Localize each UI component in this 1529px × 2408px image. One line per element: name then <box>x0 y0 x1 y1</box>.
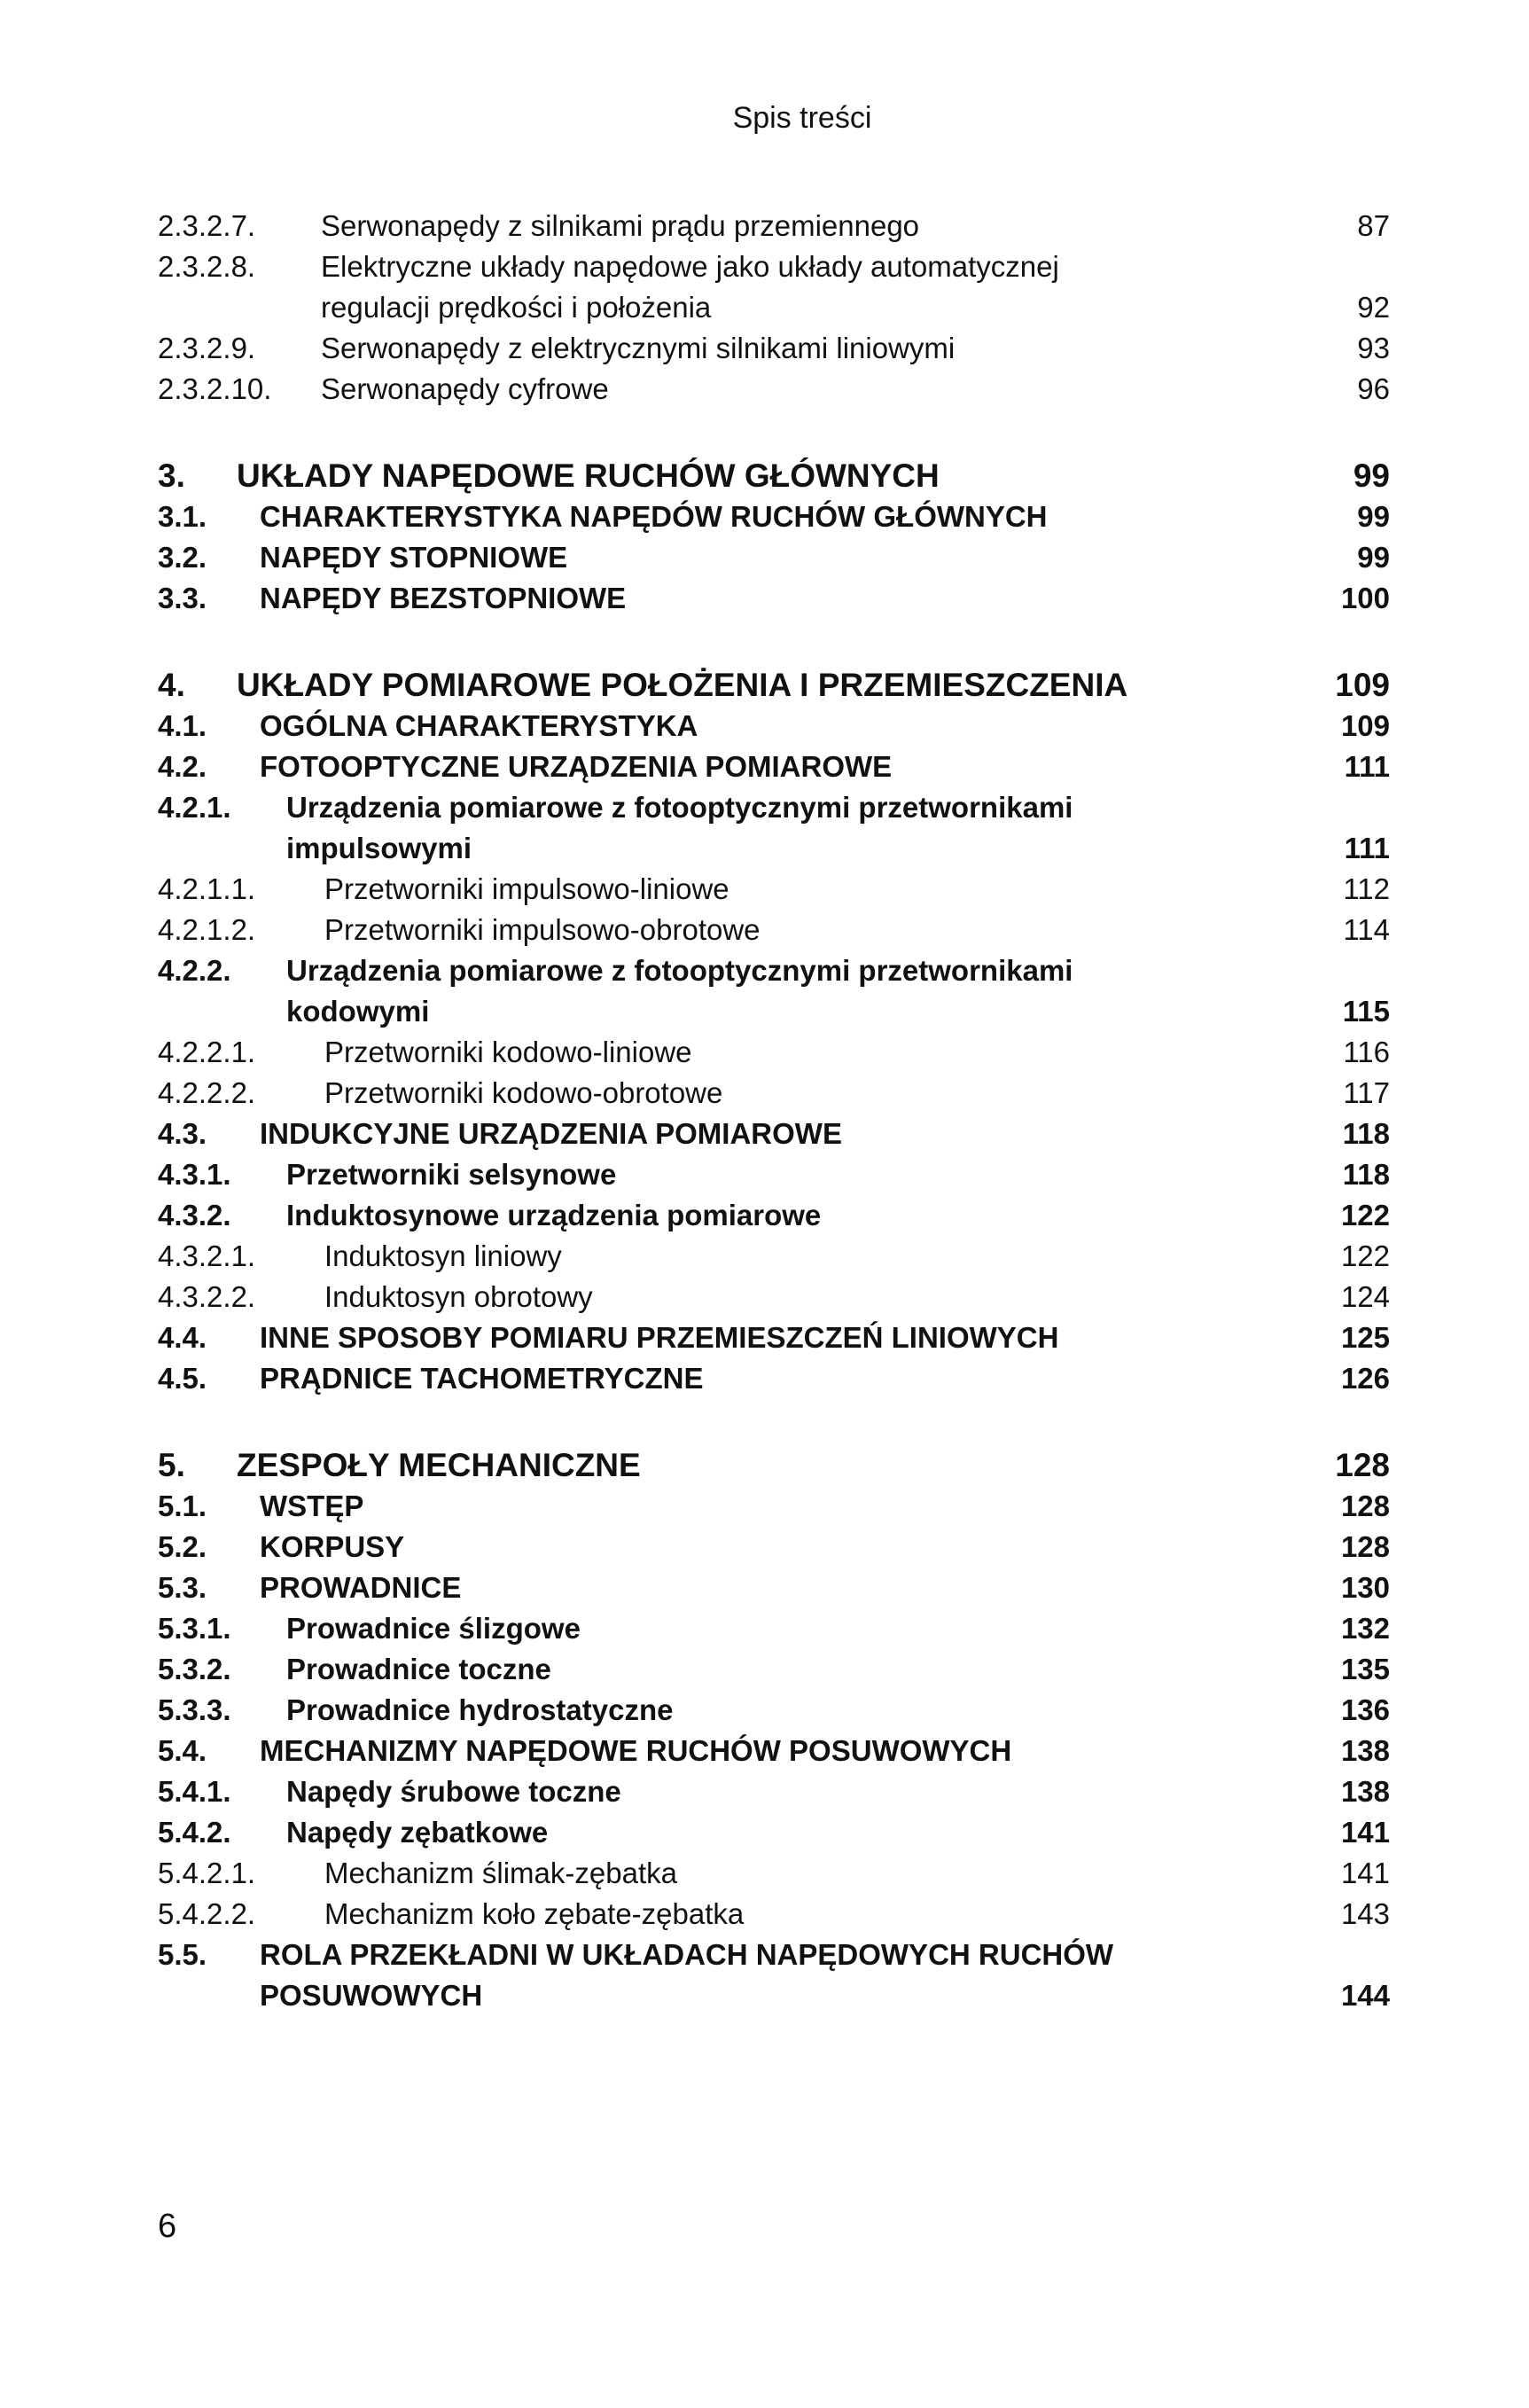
toc-entry <box>158 1608 1390 1649</box>
page-number: 6 <box>158 2208 177 2245</box>
toc-section <box>158 1445 1390 2016</box>
entry-page: 135 <box>1340 1653 1390 1685</box>
entry-page: 99 <box>1357 500 1390 533</box>
table-of-contents <box>158 206 1390 2062</box>
entry-title: ZESPOŁY MECHANICZNE <box>237 1447 641 1483</box>
entry-title: Prowadnice hydrostatyczne <box>286 1693 674 1726</box>
entry-title: Elektryczne układy napędowe jako układy automatycznej <box>321 250 1059 283</box>
running-header: Spis treści <box>732 101 872 135</box>
entry-page: 117 <box>1343 1076 1390 1109</box>
entry-page: 92 <box>1357 291 1390 324</box>
entry-number: 5.4.2.2. <box>158 1897 256 1930</box>
entry-title: Urządzenia pomiarowe z fotooptycznymi przetwornikami <box>286 791 1073 824</box>
entry-title: Przetworniki impulsowo-obrotowe <box>324 913 761 946</box>
toc-entry <box>158 1731 1390 1771</box>
entry-title: Serwonapędy z silnikami prądu przemiennego <box>321 209 920 242</box>
entry-title: Prowadnice ślizgowe <box>286 1612 581 1645</box>
entry-title: WSTĘP <box>260 1489 364 1522</box>
toc-entry <box>158 1032 1390 1073</box>
entry-number: 3.3. <box>158 582 207 614</box>
entry-title: Mechanizm koło zębate-zębatka <box>324 1897 745 1930</box>
entry-page: 141 <box>1340 1816 1390 1849</box>
entry-page: 143 <box>1340 1897 1390 1930</box>
entry-number: 4.3.2.1. <box>158 1239 256 1272</box>
entry-page: 93 <box>1357 332 1390 364</box>
entry-page: 109 <box>1340 709 1390 742</box>
entry-title: UKŁADY NAPĘDOWE RUCHÓW GŁÓWNYCH <box>237 457 940 494</box>
entry-number: 5.4. <box>158 1734 207 1767</box>
toc-entry <box>158 1486 1390 1527</box>
entry-title: Induktosyn liniowy <box>324 1239 562 1272</box>
entry-number: 2.3.2.9. <box>158 332 256 364</box>
entry-title: KORPUSY <box>260 1530 405 1563</box>
entry-number: 2.3.2.8. <box>158 250 256 283</box>
entry-number: 5.3.2. <box>158 1653 231 1685</box>
entry-number: 4.3.2.2. <box>158 1280 256 1313</box>
toc-entry <box>158 369 1390 410</box>
entry-page: 128 <box>1335 1447 1390 1483</box>
entry-title: INNE SPOSOBY POMIARU PRZEMIESZCZEŃ LINIOWYCH <box>260 1321 1059 1354</box>
entry-page: 144 <box>1340 1979 1390 2012</box>
entry-number: 5.4.2.1. <box>158 1857 256 1889</box>
entry-number: 5.4.2. <box>158 1816 231 1849</box>
entry-number: 4.3.1. <box>158 1158 231 1191</box>
entry-number: 2.3.2.10. <box>158 372 272 405</box>
entry-page: 99 <box>1357 541 1390 574</box>
entry-number: 4.2.1. <box>158 791 231 824</box>
toc-entry <box>158 1317 1390 1358</box>
toc-entry <box>158 328 1390 369</box>
toc-entry <box>158 1358 1390 1399</box>
toc-entry <box>158 1853 1390 1894</box>
entry-title-continued: kodowymi <box>286 995 430 1028</box>
entry-page: 116 <box>1343 1036 1390 1068</box>
toc-entry <box>158 1277 1390 1317</box>
entry-number: 3.1. <box>158 500 207 533</box>
toc-entry <box>158 1073 1390 1114</box>
entry-page: 138 <box>1340 1775 1390 1808</box>
toc-entry <box>158 246 1390 328</box>
entry-number: 4.2.1.1. <box>158 872 256 905</box>
entry-page: 96 <box>1357 372 1390 405</box>
entry-title: Napędy zębatkowe <box>286 1816 549 1849</box>
entry-number: 4.4. <box>158 1321 207 1354</box>
entry-page: 111 <box>1344 832 1390 864</box>
entry-number: 5.2. <box>158 1530 207 1563</box>
entry-number: 5. <box>158 1447 185 1483</box>
entry-title-continued: POSUWOWYCH <box>260 1979 483 2012</box>
entry-page: 112 <box>1343 872 1390 905</box>
entry-page: 100 <box>1340 582 1390 614</box>
entry-title: INDUKCYJNE URZĄDZENIA POMIAROWE <box>260 1117 842 1150</box>
entry-number: 4.2.2.2. <box>158 1076 256 1109</box>
toc-section <box>158 665 1390 1399</box>
toc-entry <box>158 665 1390 706</box>
toc-entry <box>158 910 1390 950</box>
toc-entry <box>158 1154 1390 1195</box>
entry-title: Napędy śrubowe toczne <box>286 1775 621 1808</box>
entry-number: 4.2.2.1. <box>158 1036 256 1068</box>
toc-entry <box>158 1894 1390 1935</box>
entry-number: 4. <box>158 667 185 703</box>
toc-entry <box>158 1527 1390 1568</box>
entry-number: 3.2. <box>158 541 207 574</box>
entry-title: Przetworniki kodowo-obrotowe <box>324 1076 723 1109</box>
toc-entry <box>158 950 1390 1032</box>
entry-page: 125 <box>1340 1321 1390 1354</box>
entry-number: 4.2. <box>158 750 207 783</box>
toc-entry <box>158 1568 1390 1608</box>
entry-title: Urządzenia pomiarowe z fotooptycznymi przetwornikami <box>286 954 1073 987</box>
toc-entry <box>158 456 1390 496</box>
entry-number: 4.3.2. <box>158 1199 231 1231</box>
entry-number: 4.3. <box>158 1117 207 1150</box>
entry-page: 118 <box>1342 1117 1390 1150</box>
entry-number: 4.1. <box>158 709 207 742</box>
toc-entry <box>158 1812 1390 1853</box>
entry-number: 5.4.1. <box>158 1775 231 1808</box>
entry-title: PROWADNICE <box>260 1571 462 1604</box>
toc-section <box>158 456 1390 619</box>
entry-page: 130 <box>1340 1571 1390 1604</box>
entry-title: Prowadnice toczne <box>286 1653 551 1685</box>
entry-page: 138 <box>1340 1734 1390 1767</box>
entry-title: Serwonapędy z elektrycznymi silnikami liniowymi <box>321 332 956 364</box>
entry-number: 4.5. <box>158 1362 207 1395</box>
entry-title: Przetworniki kodowo-liniowe <box>324 1036 692 1068</box>
entry-title: Przetworniki selsynowe <box>286 1158 617 1191</box>
entry-number: 5.3. <box>158 1571 207 1604</box>
entry-title: NAPĘDY STOPNIOWE <box>260 541 568 574</box>
entry-title-continued: impulsowymi <box>286 832 472 864</box>
entry-title: ROLA PRZEKŁADNI W UKŁADACH NAPĘDOWYCH RUCHÓW <box>260 1938 1114 1971</box>
toc-entry <box>158 706 1390 747</box>
entry-page: 87 <box>1357 209 1390 242</box>
entry-page: 118 <box>1342 1158 1390 1191</box>
toc-entry <box>158 206 1390 246</box>
entry-title: Serwonapędy cyfrowe <box>321 372 609 405</box>
entry-page: 122 <box>1340 1199 1390 1231</box>
entry-title: Przetworniki impulsowo-liniowe <box>324 872 729 905</box>
toc-entry <box>158 869 1390 910</box>
entry-page: 128 <box>1340 1489 1390 1522</box>
entry-title: FOTOOPTYCZNE URZĄDZENIA POMIAROWE <box>260 750 893 783</box>
entry-number: 2.3.2.7. <box>158 209 256 242</box>
entry-number: 5.3.1. <box>158 1612 231 1645</box>
entry-page: 141 <box>1340 1857 1390 1889</box>
toc-entry <box>158 1690 1390 1731</box>
entry-page: 126 <box>1340 1362 1390 1395</box>
entry-title: Induktosyn obrotowy <box>324 1280 593 1313</box>
entry-title: NAPĘDY BEZSTOPNIOWE <box>260 582 627 614</box>
toc-entry <box>158 1236 1390 1277</box>
entry-page: 132 <box>1340 1612 1390 1645</box>
entry-number: 5.1. <box>158 1489 207 1522</box>
entry-number: 5.5. <box>158 1938 207 1971</box>
toc-entry <box>158 1649 1390 1690</box>
toc-entry <box>158 1114 1390 1154</box>
toc-entry <box>158 578 1390 619</box>
entry-page: 99 <box>1353 457 1390 494</box>
entry-number: 4.2.2. <box>158 954 231 987</box>
entry-title-continued: regulacji prędkości i położenia <box>321 291 712 324</box>
entry-title: Mechanizm ślimak-zębatka <box>324 1857 677 1889</box>
entry-title: OGÓLNA CHARAKTERYSTYKA <box>260 709 698 742</box>
toc-entry <box>158 537 1390 578</box>
entry-title: Induktosynowe urządzenia pomiarowe <box>286 1199 822 1231</box>
entry-number: 3. <box>158 457 185 494</box>
entry-page: 136 <box>1340 1693 1390 1726</box>
entry-page: 111 <box>1344 750 1390 783</box>
entry-page: 114 <box>1343 913 1390 946</box>
toc-entry <box>158 1445 1390 1486</box>
entry-title: PRĄDNICE TACHOMETRYCZNE <box>260 1362 704 1395</box>
toc-entry <box>158 1771 1390 1812</box>
entry-number: 4.2.1.2. <box>158 913 256 946</box>
entry-page: 122 <box>1340 1239 1390 1272</box>
entry-title: MECHANIZMY NAPĘDOWE RUCHÓW POSUWOWYCH <box>260 1734 1012 1767</box>
toc-entry <box>158 1195 1390 1236</box>
toc-entry <box>158 496 1390 537</box>
toc-section <box>158 206 1390 410</box>
entry-page: 115 <box>1342 995 1390 1028</box>
toc-entry <box>158 747 1390 787</box>
entry-number: 5.3.3. <box>158 1693 231 1726</box>
entry-page: 128 <box>1340 1530 1390 1563</box>
entry-title: CHARAKTERYSTYKA NAPĘDÓW RUCHÓW GŁÓWNYCH <box>260 500 1048 533</box>
entry-page: 124 <box>1340 1280 1390 1313</box>
toc-entry <box>158 1935 1390 2016</box>
entry-page: 109 <box>1335 667 1390 703</box>
toc-entry <box>158 787 1390 869</box>
entry-title: UKŁADY POMIAROWE POŁOŻENIA I PRZEMIESZCZENIA <box>237 667 1128 703</box>
